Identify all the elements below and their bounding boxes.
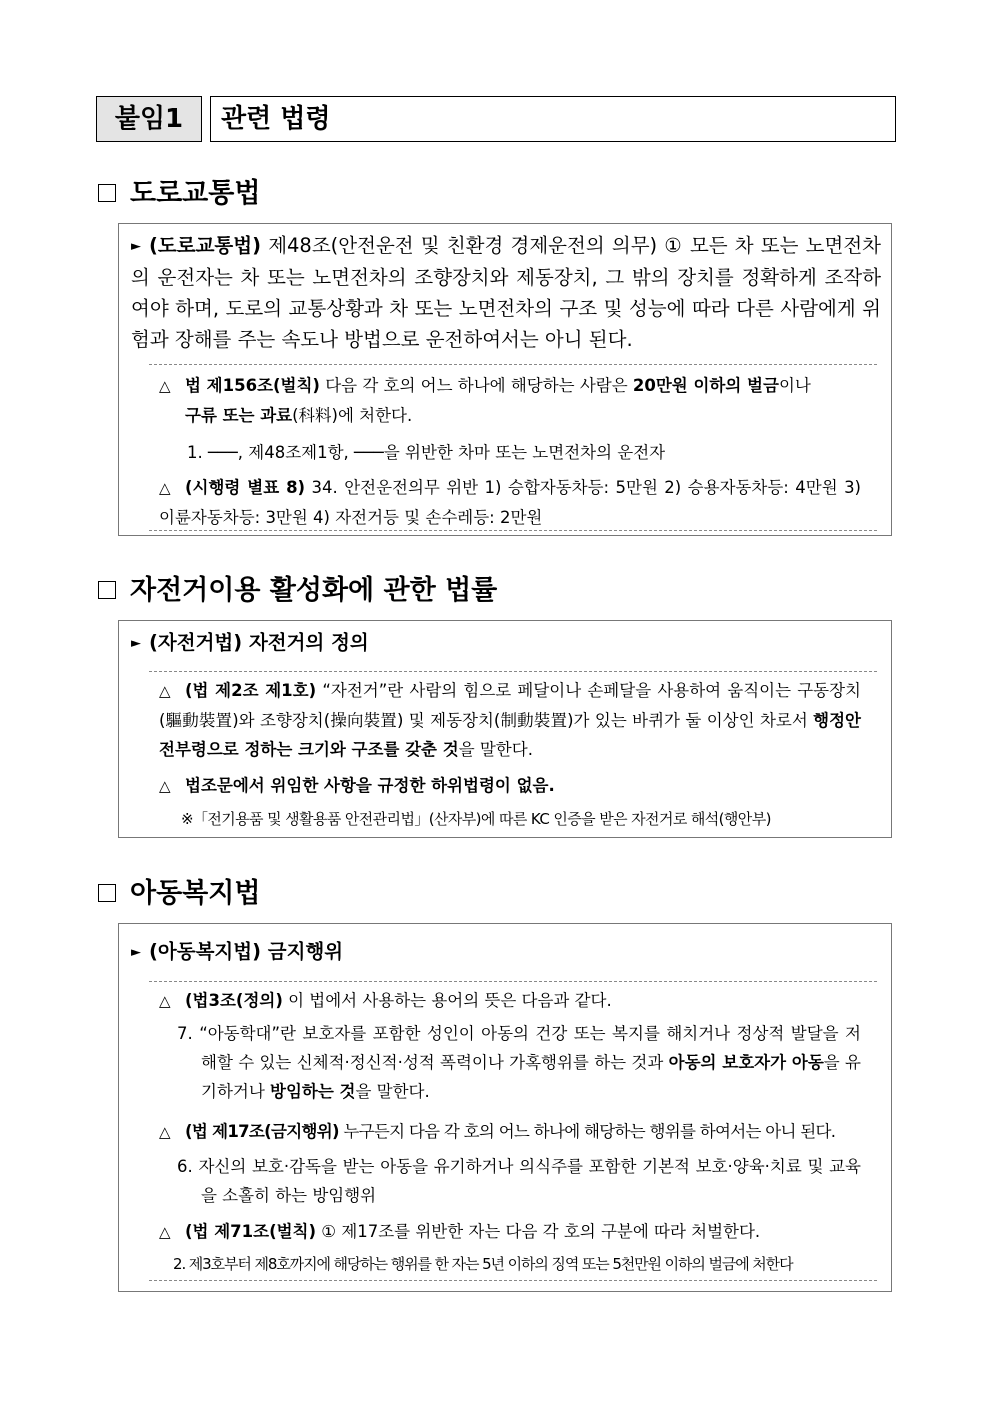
section-heading-bicycle-act: 자전거이용 활성화에 관한 법률 [98, 573, 497, 609]
title-row [96, 96, 896, 144]
list-item: △ (법3조(정의) 이 법에서 사용하는 용어의 뜻은 다음과 같다. [159, 986, 861, 1016]
triangle-bullet-icon: △ [159, 1223, 171, 1241]
lead-paragraph: ► (아동복지법) 금지행위 [131, 940, 344, 963]
checkbox-square-icon [98, 581, 116, 599]
triangle-bullet-icon: △ [159, 1123, 170, 1141]
list-item: △ (법 제71조(벌칙) ① 제17조를 위반한 자는 다음 각 호의 구분에 따라 처벌한다. [159, 1217, 861, 1247]
footnote: ※「전기용품 및 생활용품 안전관리법」(산자부)에 따른 KC 인증을 받은 자전거로 해석(행안부) [181, 810, 771, 828]
section-heading-road-traffic-act: 도로교통법 [98, 176, 260, 212]
dashed-divider [149, 364, 877, 365]
checkbox-square-icon [98, 184, 116, 202]
list-subitem: 6. 자신의 보호·감독을 받는 아동을 유기하거나 의식주를 포함한 기본적 보호·양육·치료 및 교육을 소홀히 하는 방임행위 [177, 1157, 861, 1205]
list-item: △ (시행령 별표 8) 34. 안전운전의무 위반 1) 승합자동차등: 5만원 2) 승용자동차등: 4만원 3) 이륜자동차등: 3만원 4) 자전거등 및 손수레등: 2만원 [159, 473, 861, 532]
triangle-bullet-icon: △ [159, 377, 171, 395]
child-welfare-act-box [118, 923, 892, 1292]
dashed-divider [149, 981, 877, 982]
triangle-bullet-icon: △ [159, 682, 171, 700]
bicycle-act-box [118, 620, 892, 838]
list-subitem: 1. ───, 제48조제1항, ───을 위반한 차마 또는 노면전차의 운전자 [187, 443, 666, 462]
list-item: △ (법 제2조 제1호) “자전거”란 사람의 힘으로 페달이나 손페달을 사용하여 움직이는 구동장치(驅動裝置)와 조향장치(操向裝置) 및 제동장치(制動裝置)가 있는 바퀴가 둘 이상인 차로서 행정안전부령으로 정하는 크기와 구조를 갖춘 것을 말한다. [159, 676, 861, 764]
triangle-bullet-icon: △ [159, 992, 171, 1010]
lead-paragraph: ► (도로교통법) 제48조(안전운전 및 친환경 경제운전의 의무) ① 모든 차 또는 노면전차의 운전자는 차 또는 노면전차의 조향장치와 제동장치, 그 밖의 장치를 정확하게 조작하여야 하며, 도로의 교통상황과 차 또는 노면전차의 구조 및 성능에 따라 다른 사람에게 위험과 장해를 주는 속도나 방법으로 운전하여서는 아니 된다. [131, 234, 881, 351]
pointer-arrow-icon: ► [131, 239, 141, 254]
pointer-arrow-icon: ► [131, 945, 141, 960]
checkbox-square-icon [98, 884, 116, 902]
triangle-bullet-icon: △ [159, 777, 171, 795]
section-heading-child-welfare-act: 아동복지법 [98, 876, 260, 912]
dashed-divider [149, 530, 877, 531]
document-title: 관련 법령 [210, 96, 896, 142]
list-item: △ 법조문에서 위임한 사항을 규정한 하위법령이 없음. [159, 771, 861, 801]
list-item: △ 법 제156조(벌칙) 다음 각 호의 어느 하나에 해당하는 사람은 20만원 이하의 벌금이나 구류 또는 과료(科料)에 처한다. [159, 371, 861, 430]
list-item: △ (법 제17조(금지행위) 누구든지 다음 각 호의 어느 하나에 해당하는 행위를 하여서는 아니 된다. [159, 1117, 861, 1147]
dashed-divider [149, 1280, 877, 1281]
pointer-arrow-icon: ► [131, 636, 141, 651]
attachment-tag: 붙임1 [96, 96, 202, 142]
list-subitem: 7. “아동학대”란 보호자를 포함한 성인이 아동의 건강 또는 복지를 해치거나 정상적 발달을 저해할 수 있는 신체적·정신적·성적 폭력이나 가혹행위를 하는 것과 아동의 보호자가 아동을 유기하거나 방임하는 것을 말한다. [177, 1024, 861, 1101]
road-traffic-act-box [118, 223, 892, 536]
triangle-bullet-icon: △ [159, 479, 171, 497]
dashed-divider [149, 671, 877, 672]
footnote: 2. 제3호부터 제8호까지에 해당하는 행위를 한 자는 5년 이하의 징역 또는 5천만원 이하의 벌금에 처한다 [173, 1255, 793, 1273]
lead-paragraph: ► (자전거법) 자전거의 정의 [131, 631, 369, 654]
